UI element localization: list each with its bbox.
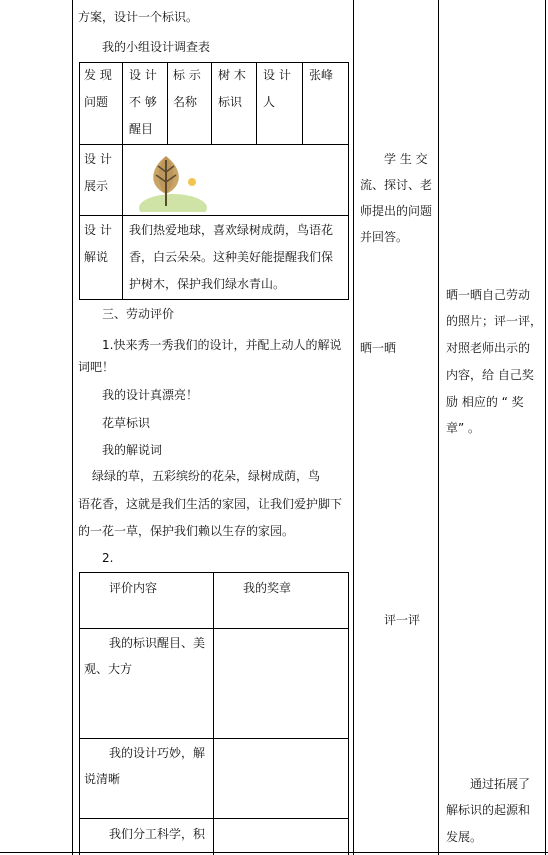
teacher-evaluate: 评一评 <box>384 613 421 627</box>
survey-explain-label <box>84 217 112 271</box>
eval-header-content: 评价内容 <box>109 581 158 595</box>
frame-col3 <box>438 0 439 855</box>
survey-header-design-l3: 醒目 <box>129 122 154 136</box>
survey-header-tree-l2: 标识 <box>218 95 243 109</box>
eval-row1-l2: 观、大方 <box>84 662 133 676</box>
frame-right <box>545 0 546 855</box>
survey-header-design-l2: 不 够 <box>129 95 157 109</box>
design-nice: 我的设计真漂亮！ <box>102 388 199 402</box>
intent-text1-l3: 对照老师出示的 <box>446 341 531 355</box>
frame-left <box>72 0 73 855</box>
survey-show-label <box>84 146 112 200</box>
eval-table <box>79 572 349 855</box>
survey-explain-text <box>129 217 333 298</box>
survey-header-designer-l1: 设 计 <box>263 68 291 82</box>
eval-row2-l1: 我的设计巧妙，解 <box>109 746 206 760</box>
eval-vline <box>213 572 214 855</box>
survey-hline-1 <box>79 144 349 145</box>
question-2: 2. <box>102 551 114 565</box>
eval-hline-3 <box>79 818 349 819</box>
intent-text2-l3: 发展。 <box>446 830 483 844</box>
survey-header-found-l2: 问题 <box>84 95 109 109</box>
section-labor-eval: 三、劳动评价 <box>102 307 175 321</box>
survey-header-designer-l2: 人 <box>263 95 276 109</box>
survey-vline-1 <box>122 62 123 300</box>
tree-logo-image <box>136 150 210 212</box>
eval-hline-2 <box>79 738 349 739</box>
intent-text2-l1: 通过拓展了 <box>470 777 531 791</box>
teacher-text-l1: 学 生 交 <box>384 152 428 166</box>
intent-text1-l5: 励 相应的 “ 奖 <box>446 395 524 409</box>
survey-vline-2 <box>167 62 168 144</box>
eval-header-medal: 我的奖章 <box>243 581 292 595</box>
survey-hline-2 <box>79 215 349 216</box>
survey-header-found <box>84 62 112 116</box>
intent-text1-l1: 晒一晒自己劳动 <box>446 288 531 302</box>
explain-para-l1: 绿绿的草，五彩缤纷的花朵，绿树成荫，鸟 <box>92 469 321 483</box>
eval-row1-l1: 我的标识醒目、美 <box>109 636 206 650</box>
survey-header-tree <box>218 62 246 116</box>
survey-vline-4 <box>256 62 257 144</box>
survey-header-design-l1: 设 计 <box>129 68 157 82</box>
survey-vline-5 <box>302 62 303 144</box>
intent-text1-l2: 的照片；评一评， <box>446 314 543 328</box>
my-explain-title: 我的解说词 <box>102 443 163 457</box>
survey-show-label-l1: 设 计 <box>84 152 112 166</box>
intent-text1-l6: 章” 。 <box>446 421 481 435</box>
question-1-cont: 词吧！ <box>78 360 115 374</box>
eval-row3-l1: 我们分工科学，积 <box>109 827 206 841</box>
survey-header-tree-l1: 树 木 <box>218 68 246 82</box>
question-1-l1: 1.快来秀一秀我们的设计，并配上动人的解说 <box>102 338 342 352</box>
explain-para-l3: 的一花一草，保护我们赖以生存的家园。 <box>78 524 295 538</box>
teacher-text-l4: 并回答。 <box>360 230 409 244</box>
flower-mark-title: 花草标识 <box>102 416 151 430</box>
teacher-text-l2: 流、探讨、老 <box>360 178 433 192</box>
survey-explain-label-l1: 设 计 <box>84 223 112 237</box>
survey-designer-name: 张峰 <box>309 68 334 82</box>
intent-text1-l4: 内容，给 自己奖 <box>446 368 534 382</box>
frame-col2 <box>353 0 354 855</box>
eval-row2-l2: 说清晰 <box>84 772 121 786</box>
survey-header-name-l1: 标 示 <box>173 68 201 82</box>
survey-header-design <box>129 62 157 143</box>
teacher-share: 晒一晒 <box>360 341 397 355</box>
question-1 <box>102 333 341 357</box>
survey-explain-text-l1: 我们热爱地球，喜欢绿树成荫，鸟语花 <box>129 223 334 237</box>
explain-para-l2: 语花香，这就是我们生活的家园，让我们爱护脚下 <box>78 497 343 511</box>
survey-vline-3 <box>211 62 212 144</box>
teacher-text-l3: 师提出的问题 <box>360 204 433 218</box>
survey-header-name-l2: 名称 <box>173 95 198 109</box>
survey-explain-text-l3: 护树木，保护我们绿水青山。 <box>129 277 286 291</box>
intro-line: 方案，设计一个标识。 <box>78 10 199 24</box>
survey-explain-label-l2: 解说 <box>84 250 109 264</box>
survey-header-designer <box>263 62 291 116</box>
survey-header-found-l1: 发 现 <box>84 68 112 82</box>
survey-header-name <box>173 62 201 116</box>
eval-hline-1 <box>79 628 349 629</box>
intent-text2-l2: 解标识的起源和 <box>446 803 531 817</box>
survey-title: 我的小组设计调查表 <box>102 40 211 54</box>
survey-show-label-l2: 展示 <box>84 179 109 193</box>
survey-explain-text-l2: 香，白云朵朵。这种美好能提醒我们保 <box>129 250 334 264</box>
